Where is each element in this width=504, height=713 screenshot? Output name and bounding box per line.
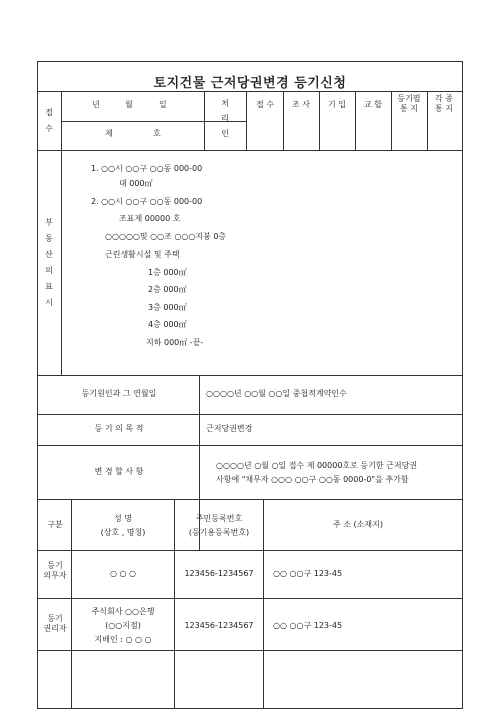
form-title: 토지건물 근저당권변경 등기신청 <box>153 76 347 91</box>
property-line: 2. ○○시 ○○구 ○○동 000-00 <box>91 197 203 206</box>
obligor-address: ○○ ○○구 123-45 <box>273 569 343 578</box>
obligor-reg-no: 123456-1234567 <box>184 569 254 578</box>
divider <box>246 91 247 150</box>
property-line: 3층 000㎡ <box>148 303 187 312</box>
divider <box>61 150 62 375</box>
je-label: 제 <box>105 129 113 138</box>
cause-label: 등기원인과 그 연월일 <box>81 389 157 398</box>
col-gyohap: 교 합 <box>364 100 382 109</box>
reg-header-line1: 주민등록번호 <box>195 514 243 523</box>
divider <box>61 91 62 150</box>
property-line: 조표제 00000 호 <box>119 214 181 223</box>
changes-label: 변 경 할 사 항 <box>94 467 144 476</box>
divider <box>38 414 462 415</box>
divider <box>38 650 462 651</box>
obligee-reg-no: 123456-1234567 <box>184 621 254 630</box>
divider <box>38 150 462 151</box>
obligee-address: ○○ ○○구 123-45 <box>273 621 343 630</box>
jeopsu-label: 접 수 <box>45 108 53 133</box>
col-giip: 기 입 <box>328 100 346 109</box>
day-label: 일 <box>159 100 167 109</box>
property-line: 1층 000㎡ <box>148 268 187 277</box>
obligee-label: 등기 권리자 <box>43 614 67 633</box>
property-label: 부 동 산 의 표 시 <box>45 218 53 307</box>
divider <box>355 91 356 150</box>
cause-value: ○○○○년 ○○월 ○○일 중첩적계약인수 <box>206 389 347 398</box>
divider <box>283 91 284 150</box>
property-line: 2층 000㎡ <box>148 285 187 294</box>
obligee-name: 주식회사 ○○은행 (○○지점) 지배인 : ○ ○ ○ <box>91 607 155 644</box>
divider <box>38 550 462 551</box>
property-line: ○○○○○및 ○○조 ○○○지붕 0층 <box>105 232 227 241</box>
divider <box>427 91 428 150</box>
property-line: 대 000㎡ <box>119 179 153 188</box>
ho-label: 호 <box>153 129 161 138</box>
col-gakjong-tongji: 각 종 통 지 <box>435 94 453 113</box>
property-line: 4층 000㎡ <box>148 320 187 329</box>
changes-value-line1: ○○○○년 ○월 ○일 접수 제 00000호로 등기한 근저당권 <box>216 461 418 470</box>
registration-application-form <box>37 61 463 709</box>
purpose-label: 등 기 의 목 적 <box>94 424 144 433</box>
divider <box>38 445 462 446</box>
property-line: 지하 000㎡ -끝- <box>146 338 204 347</box>
property-line: 근린생활시설 및 주택 <box>105 250 180 259</box>
name-header-line1: 성 명 <box>114 514 132 523</box>
divider <box>174 499 175 708</box>
address-header: 주 소 (소재지) <box>333 520 383 529</box>
month-label: 월 <box>125 100 133 109</box>
col-jeopsu: 접 수 <box>256 100 274 109</box>
col-josa: 조 사 <box>292 100 310 109</box>
divider <box>38 375 462 376</box>
changes-value-line2: 사항에 "채무자 ○○○ ○○구 ○○동 0000-0"을 추가함 <box>216 475 409 484</box>
divider <box>204 91 205 150</box>
obligor-label: 등기 의무자 <box>43 561 67 580</box>
year-label: 년 <box>92 100 100 109</box>
reg-header-line2: (등기용등록번호) <box>188 528 250 537</box>
divider <box>38 499 462 500</box>
col-gipil-tongji: 등기필 통 지 <box>397 94 421 113</box>
divider <box>263 499 264 708</box>
divider <box>71 499 72 708</box>
gubun-header: 구분 <box>47 520 63 529</box>
name-header-line2: (상호 , 명칭) <box>100 528 146 537</box>
property-line: 1. ○○시 ○○구 ○○동 000-00 <box>91 164 203 173</box>
divider <box>319 91 320 150</box>
divider <box>38 91 462 92</box>
purpose-value: 근저당권변경 <box>206 424 253 433</box>
cheoriin-label: 처 리 인 <box>221 99 229 138</box>
divider <box>38 598 462 599</box>
divider <box>391 91 392 150</box>
obligor-name: ○ ○ ○ <box>109 569 137 578</box>
